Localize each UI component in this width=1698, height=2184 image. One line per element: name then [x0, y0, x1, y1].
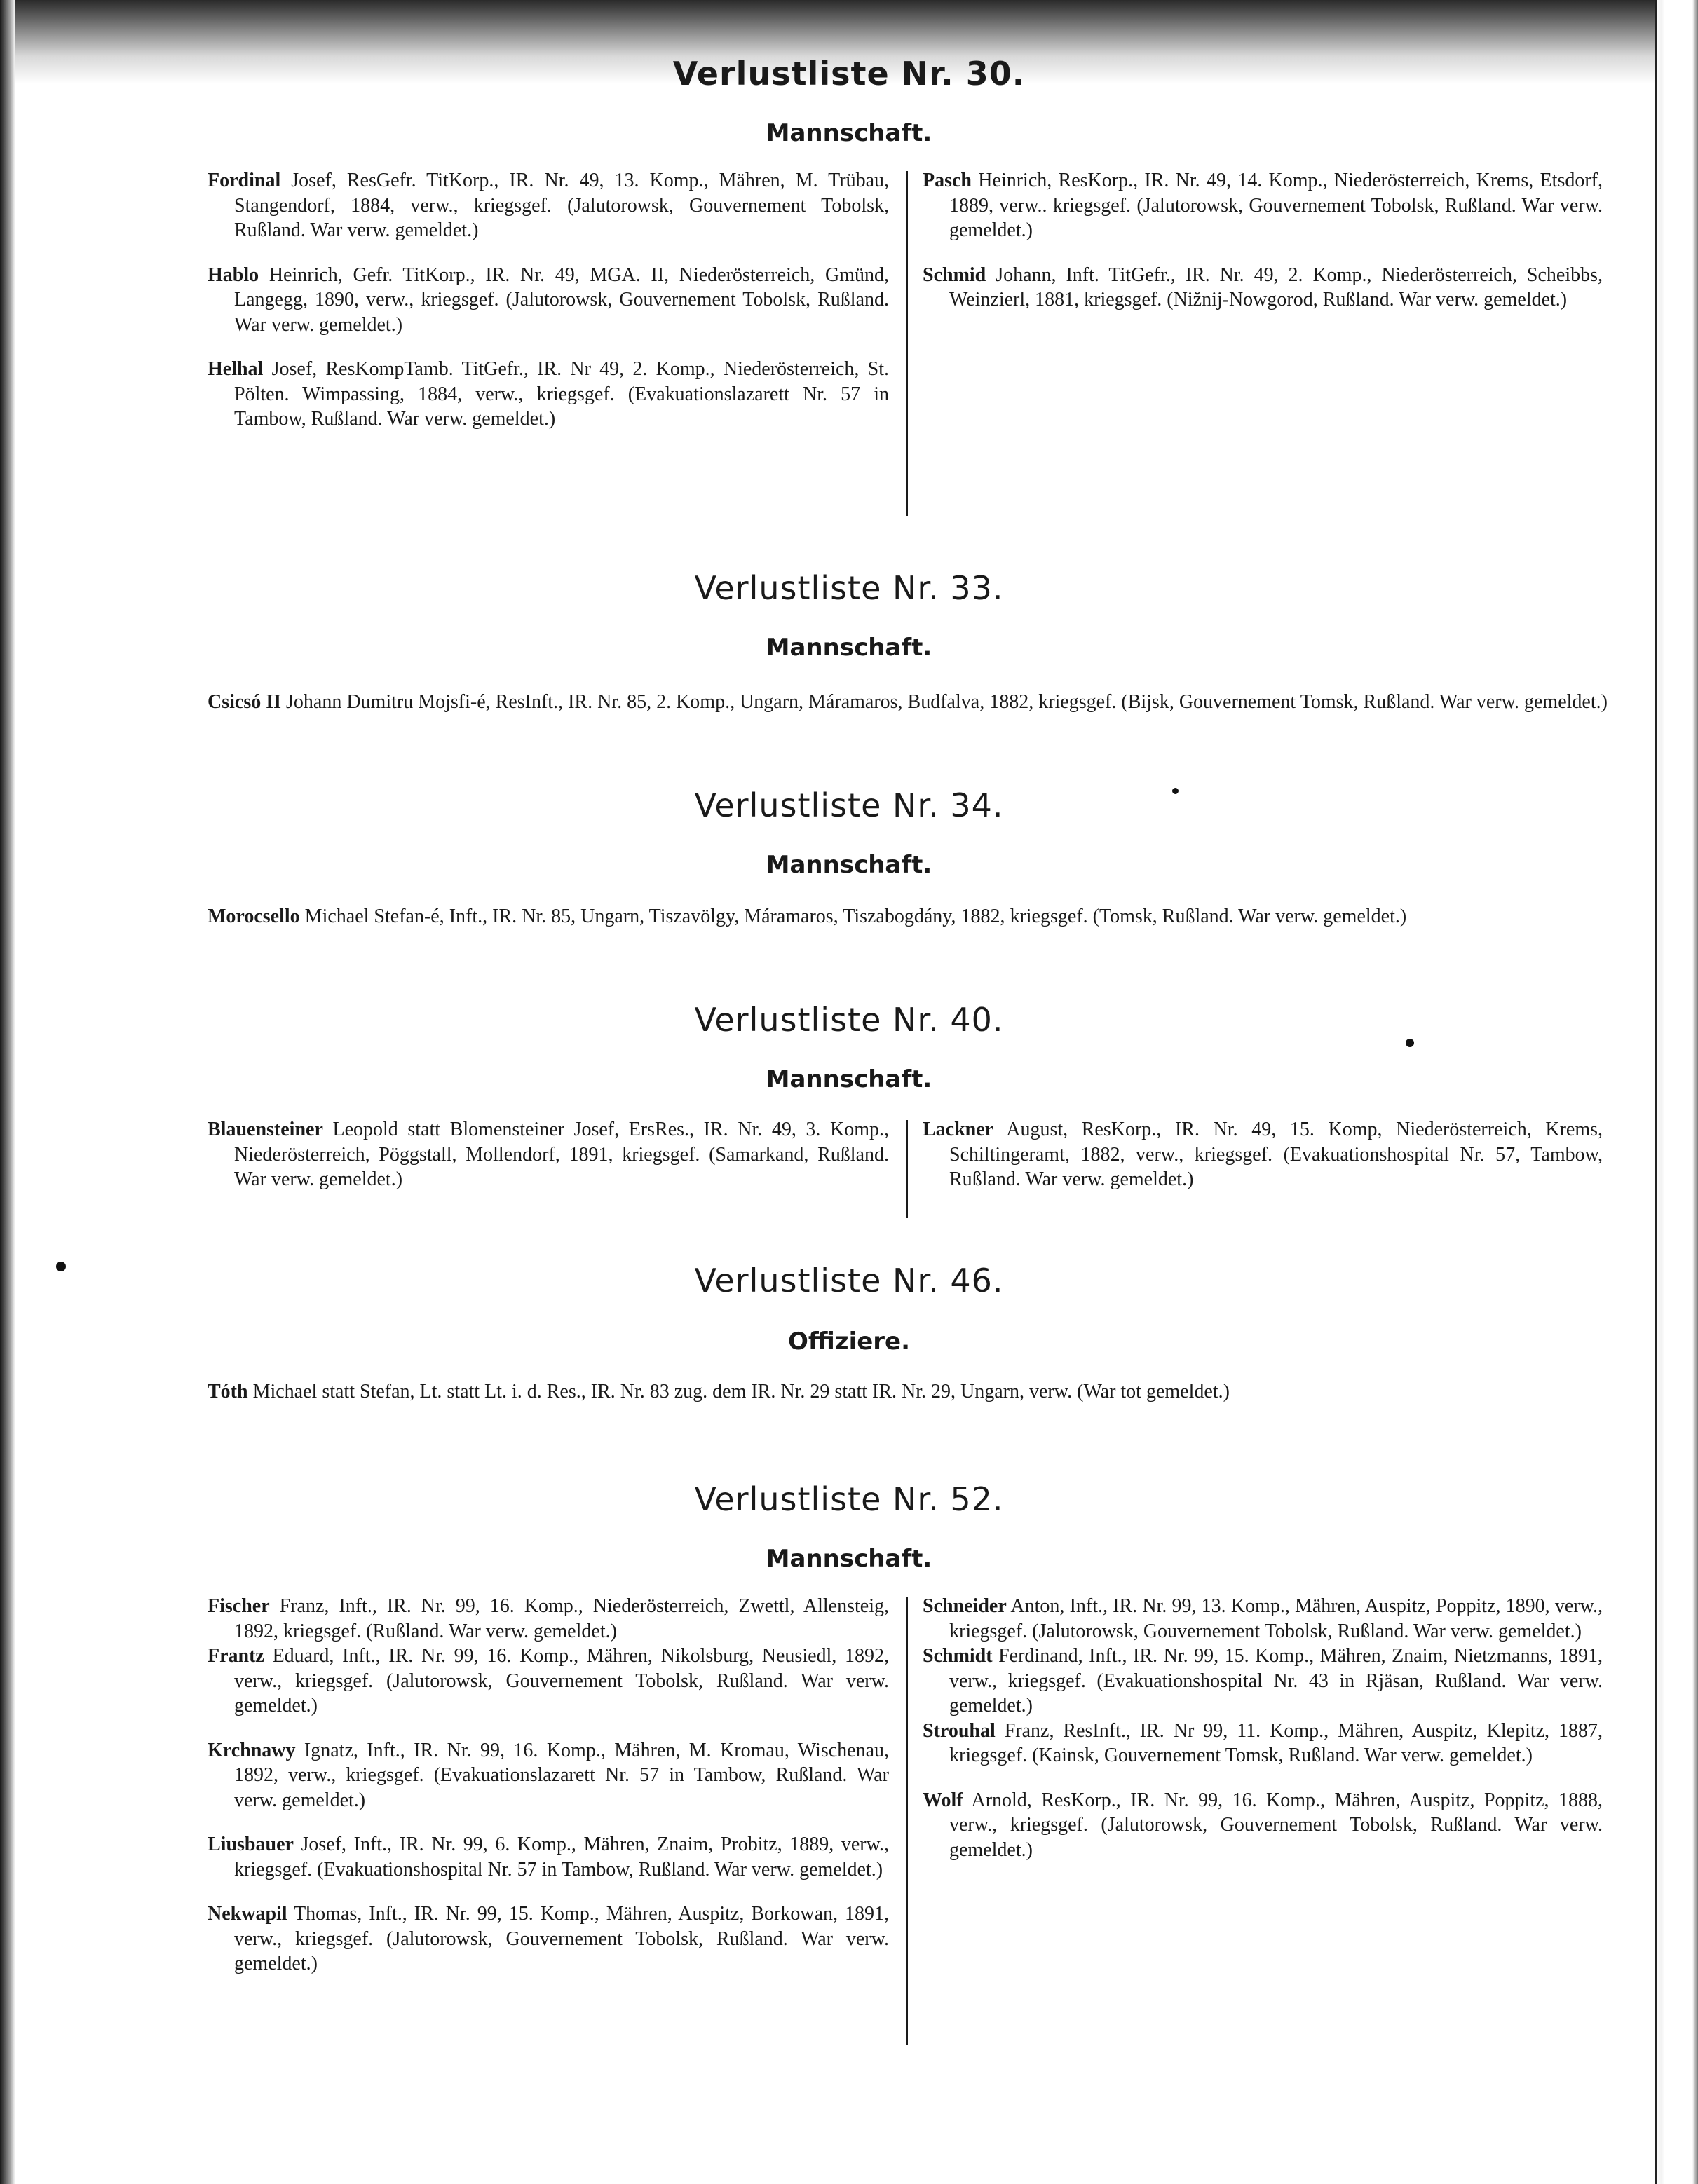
casualty-entry	[208, 1644, 889, 1719]
casualty-entry	[923, 263, 1603, 313]
casualty-entry	[208, 1379, 1629, 1405]
casualty-entry	[208, 1832, 889, 1882]
entry-surname: Schneider	[923, 1595, 1007, 1617]
entry-surname: Strouhal	[923, 1719, 996, 1742]
entry-surname: Schmid	[923, 264, 986, 286]
column-left-40	[208, 1117, 889, 1192]
casualty-entry	[208, 904, 1629, 929]
entry-details: Michael statt Stefan, Lt. statt Lt. i. d. Res., IR. Nr. 83 zug. dem IR. Nr. 29 statt IR. Nr. 29, Ungarn, verw. (War tot gemeldet.)	[252, 1381, 1230, 1402]
entry-details: Ferdinand, Inft., IR. Nr. 99, 15. Komp., Mähren, Znaim, Nietzmanns, 1891, verw., kriegsgef. (Evakuationshospital Nr. 43 in Rjäsan, Rußland. War verw. gemeldet.)	[949, 1645, 1603, 1717]
entry-details: Ignatz, Inft., IR. Nr. 99, 16. Komp., Mähren, M. Kromau, Wischenau, 1892, verw., kriegsgef. (Evakuationslazarett Nr. 57 in Tambow, Rußland. War verw. gemeldet.)	[234, 1739, 889, 1811]
casualty-entry	[923, 1644, 1603, 1719]
entry-details: Michael Stefan-é, Inft., IR. Nr. 85, Ungarn, Tiszavölgy, Máramaros, Tiszabogdány, 1882, kriegsgef. (Tomsk, Rußland. War verw. gemeldet.)	[304, 906, 1407, 927]
entry-surname: Tóth	[208, 1381, 248, 1402]
entry-surname: Lackner	[923, 1119, 994, 1140]
entry-details: Heinrich, ResKorp., IR. Nr. 49, 14. Komp., Niederösterreich, Krems, Etsdorf, 1889, verw.. kriegsgef. (Jalutorowsk, Gouvernement Tobolsk, Rußland. War verw. gemeldet.)	[949, 170, 1603, 241]
section-title-40: Verlustliste Nr. 40.	[694, 1001, 1004, 1039]
column-divider-40	[906, 1120, 908, 1218]
entry-details: Arnold, ResKorp., IR. Nr. 99, 16. Komp., Mähren, Auspitz, Poppitz, 1888, verw., kriegsgef. (Jalutorowsk, Gouvernement Tobolsk, Rußland. War verw. gemeldet.)	[949, 1789, 1603, 1861]
casualty-entry	[208, 263, 889, 338]
casualty-entry	[923, 1594, 1603, 1644]
entry-details: Thomas, Inft., IR. Nr. 99, 15. Komp., Mähren, Auspitz, Borkowan, 1891, verw., kriegsgef. (Jalutorowsk, Gouvernement Tobolsk, Rußland. War verw. gemeldet.)	[234, 1903, 889, 1974]
casualty-entry	[208, 1117, 889, 1192]
entry-surname: Krchnawy	[208, 1739, 296, 1761]
column-left-30	[208, 168, 889, 432]
section-group-30: Mannschaft.	[766, 119, 932, 147]
section-title-34: Verlustliste Nr. 34.	[694, 786, 1004, 824]
entry-details: Franz, Inft., IR. Nr. 99, 16. Komp., Niederösterreich, Zwettl, Allensteig, 1892, kriegsgef. (Rußland. War verw. gemeldet.)	[234, 1595, 889, 1642]
entry-surname: Fischer	[208, 1595, 270, 1617]
ink-speck	[1406, 1039, 1414, 1047]
section-group-46: Offiziere.	[787, 1328, 911, 1356]
entry-surname: Pasch	[923, 170, 972, 191]
entry-details: Leopold statt Blomensteiner Josef, ErsRes., IR. Nr. 49, 3. Komp., Niederösterreich, Pöggstall, Mollendorf, 1891, kriegsgef. (Samarkand, Rußland. War verw. gemeldet.)	[234, 1119, 890, 1190]
entry-details: Heinrich, Gefr. TitKorp., IR. Nr. 49, MGA. II, Niederösterreich, Gmünd, Langegg, 1890, verw., kriegsgef. (Jalutorowsk, Gouvernement Tobolsk, Rußland. War verw. gemeldet.)	[234, 264, 889, 336]
entry-surname: Helhal	[208, 358, 264, 380]
section-group-34: Mannschaft.	[766, 851, 932, 879]
casualty-entry	[923, 168, 1603, 243]
entry-details: Josef, ResGefr. TitKorp., IR. Nr. 49, 13. Komp., Mähren, M. Trübau, Stangendorf, 1884, verw., kriegsgef. (Jalutorowsk, Gouvernement Tobolsk, Rußland. War verw. gemeldet.)	[234, 170, 890, 241]
entry-details: Johann, Inft. TitGefr., IR. Nr. 49, 2. Komp., Niederösterreich, Scheibbs, Weinzierl, 1881, kriegsgef. (Nižnij-Nowgorod, Rußland. War verw. gemeldet.)	[949, 264, 1603, 310]
section-title-30: Verlustliste Nr. 30.	[672, 55, 1026, 93]
casualty-entry	[208, 168, 889, 243]
column-divider-30	[906, 171, 908, 516]
entry-surname: Csicsó II	[208, 691, 282, 713]
entry-details: Johann Dumitru Mojsfi-é, ResInft., IR. Nr. 85, 2. Komp., Ungarn, Máramaros, Budfalva, 1882, kriegsgef. (Bijsk, Gouvernement Tomsk, Rußland. War verw. gemeldet.)	[286, 691, 1608, 713]
section-title-52: Verlustliste Nr. 52.	[694, 1480, 1004, 1518]
casualty-entry	[923, 1117, 1603, 1192]
entry-surname: Frantz	[208, 1645, 264, 1667]
entry-surname: Hablo	[208, 264, 259, 286]
entry-details: Franz, ResInft., IR. Nr 99, 11. Komp., Mähren, Auspitz, Klepitz, 1887, kriegsgef. (Kainsk, Gouvernement Tomsk, Rußland. War verw. gemeldet.)	[949, 1719, 1603, 1766]
entry-surname: Schmidt	[923, 1645, 993, 1667]
entry-details: August, ResKorp., IR. Nr. 49, 15. Komp, Niederösterreich, Krems, Schiltingeramt, 1882, verw., kriegsgef. (Evakuationshospital Nr. 57, Tambow, Rußland. War verw. gemeldet.)	[949, 1119, 1603, 1190]
column-left-52	[208, 1594, 889, 1977]
entry-surname: Morocsello	[208, 906, 300, 927]
column-divider-52	[906, 1597, 908, 2045]
casualty-entry	[923, 1788, 1603, 1863]
entry-surname: Fordinal	[208, 170, 281, 191]
entry-details: Josef, ResKompTamb. TitGefr., IR. Nr 49, 2. Komp., Niederösterreich, St. Pölten. Wimpassing, 1884, verw., kriegsgef. (Evakuationslazarett Nr. 57 in Tambow, Rußland. War verw. gemeldet.)	[234, 358, 890, 430]
entry-surname: Wolf	[923, 1789, 963, 1811]
column-right-30	[923, 168, 1603, 313]
section-title-33: Verlustliste Nr. 33.	[694, 569, 1004, 607]
section-group-40: Mannschaft.	[766, 1065, 932, 1093]
entry-surname: Liusbauer	[208, 1834, 294, 1855]
section-group-33: Mannschaft.	[766, 634, 932, 662]
column-right-52	[923, 1594, 1603, 1862]
entry-surname: Blauensteiner	[208, 1119, 323, 1140]
section-title-46: Verlustliste Nr. 46.	[694, 1262, 1004, 1299]
column-right-40	[923, 1117, 1603, 1192]
casualty-entry	[208, 1738, 889, 1813]
casualty-entry	[208, 1594, 889, 1644]
entry-surname: Nekwapil	[208, 1903, 287, 1925]
casualty-entry	[923, 1719, 1603, 1768]
entry-details: Josef, Inft., IR. Nr. 99, 6. Komp., Mähren, Znaim, Probitz, 1889, verw., kriegsgef. (Evakuationshospital Nr. 57 in Tambow, Rußland. War verw. gemeldet.)	[234, 1834, 889, 1881]
casualty-entry	[208, 690, 1629, 715]
section-group-52: Mannschaft.	[766, 1545, 932, 1573]
entry-details: Eduard, Inft., IR. Nr. 99, 16. Komp., Mähren, Nikolsburg, Neusiedl, 1892, verw., kriegsgef. (Jalutorowsk, Gouvernement Tobolsk, Rußland. War verw. gemeldet.)	[234, 1645, 890, 1717]
casualty-entry	[208, 1902, 889, 1977]
casualty-entry	[208, 357, 889, 432]
entry-details: Anton, Inft., IR. Nr. 99, 13. Komp., Mähren, Auspitz, Poppitz, 1890, verw., kriegsgef. (Jalutorowsk, Gouvernement Tobolsk, Rußland. War verw. gemeldet.)	[949, 1595, 1603, 1642]
